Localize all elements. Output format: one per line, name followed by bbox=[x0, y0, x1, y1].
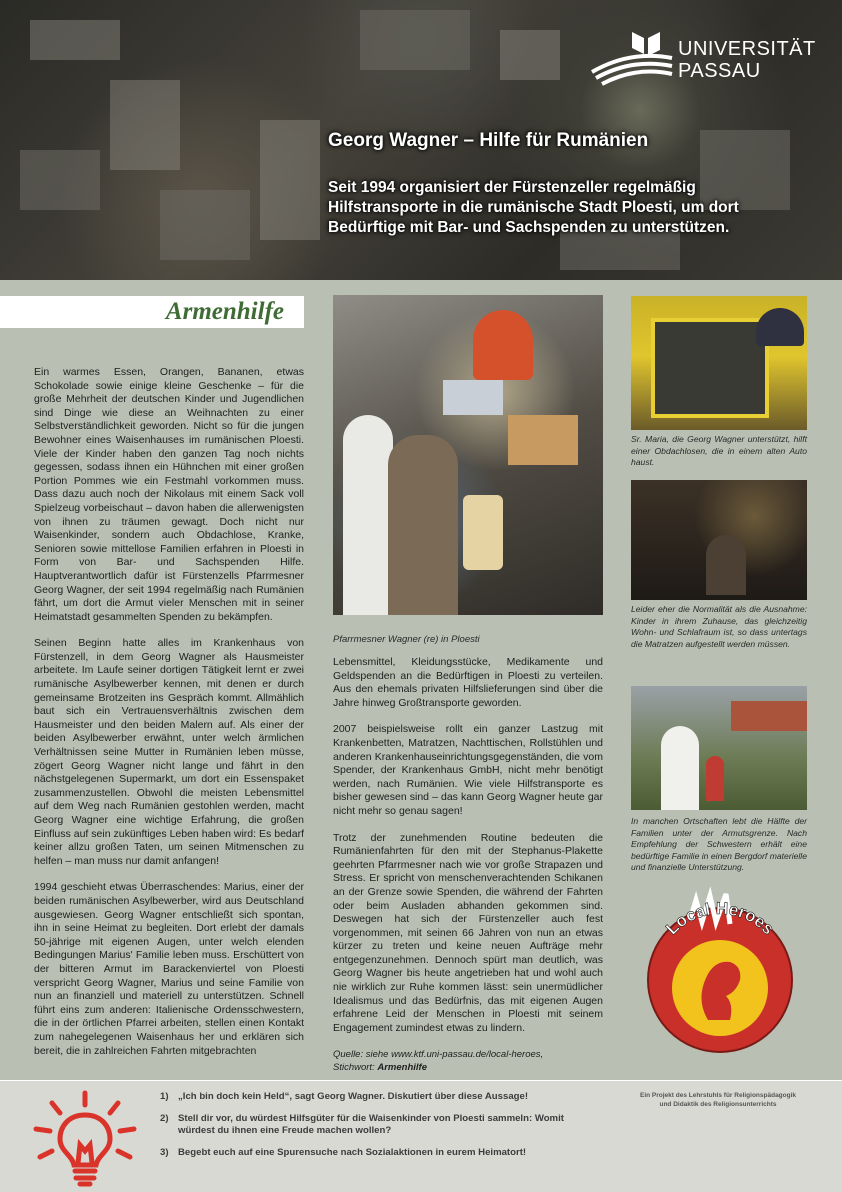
task-text: „Ich bin doch kein Held“, sagt Georg Wagner. Diskutiert über diese Aussage! bbox=[178, 1091, 529, 1102]
paragraph: Lebensmittel, Kleidungsstücke, Medikamente und Geldspenden an die Bedürftigen in Ploesti zu verteilen. Aus den ehemals privaten Hilfslieferungen sind über die Jahre hinweg Großtransporte geworden. bbox=[333, 656, 603, 709]
project-credit bbox=[628, 1091, 808, 1109]
task-text: Stell dir vor, du würdest Hilfsgüter für die Waisenkinder von Ploesti sammeln: Womit würdest du ihnen eine Freude machen wollen? bbox=[178, 1112, 564, 1137]
middle-text-column bbox=[333, 656, 603, 1074]
task-item bbox=[160, 1147, 600, 1160]
logo-text-line2: PASSAU bbox=[678, 60, 761, 82]
paragraph: 1994 geschieht etwas Überraschendes: Marius, einer der beiden rumänischen Asylbewerber, wird aus Deutschland ausgewiesen. Georg Wagner entschließt sich spontan, ihn in seine Heimat zu begleiten. Dort erlebt der damals 50-jährige mit eigenen Augen, unter welch elenden Bedingungen Marius' Familie leben muss. Erschüttert von der bitteren Armut im Barackenviertel von Ploesti verspricht Georg Wagner, Marius und seine Familie von nun an finanziell und materiell zu unterstützen. Schnell führt eins zum anderen: Italienische Ordensschwestern, die in der örtlichen Pfarrei arbeiten, stellen einen Kontakt zum nahegelegenen Waisenhaus her und erklären sich bereit, die in zahlreichen Fahrten mitgebrachten bbox=[34, 881, 304, 1057]
paragraph: 2007 beispielsweise rollt ein ganzer Lastzug mit Krankenbetten, Matratzen, Nachttischen, Rollstühlen und anderen Krankenhauseinrichtungsgegenständen, die vom Spender, der Krankenhaus GmbH, nicht mehr benötigt werden, nach Rumänien. Wie viele Hilfstransporte es bisher gewesen sind – das kann Georg Wagner heute gar nicht mehr so genau sagen! bbox=[333, 723, 603, 817]
paragraph: Trotz der zunehmenden Routine bedeuten die Rumänienfahrten für den mit der Stephanus-Plakette geehrten Pfarrmesner nach wie vor große Strapazen und Stress. Er spricht von menschenverachtenden Schikanen an der Grenze sowie Spenden, die während der Fahrten oder beim Ausladen abhanden gekommen sind. Deswegen hat sich der Fürstenzeller auch fest vorgenommen, mit seinen 66 Jahren von nun an etwas kürzer zu treten und keine neuen Aufträge mehr entgegenzunehmen. Dennoch spürt man deutlich, was Georg Wagner bis heute angetrieben hat und wohl auch nie wirklich zur Ruhe kommen lässt: sein unermüdlicher Idealismus und das Bedürfnis, das mit eigenen Augen erfahrene Leid der Menschen in Ploesti mit seinem Engagement zumindest etwas zu lindern. bbox=[333, 831, 603, 1034]
section-title-bar bbox=[0, 296, 304, 328]
task-item bbox=[160, 1091, 600, 1104]
side-photo-village bbox=[631, 686, 807, 810]
project-line: und Didaktik des Religionsunterrichts bbox=[659, 1101, 777, 1108]
footer bbox=[0, 1080, 842, 1192]
task-list bbox=[160, 1091, 600, 1168]
side-photo-caption: In manchen Ortschaften lebt die Hälfte der Familien unter der Armutsgrenze. Nach Empfehlung der Schwestern erhält eine bedürftige Familie in einen Bergdorf materielle und finanzielle Unterstützung. bbox=[631, 816, 807, 872]
main-photo-caption: Pfarrmesner Wagner (re) in Ploesti bbox=[333, 634, 480, 645]
task-text: Begebt euch auf eine Spurensuche nach Sozialaktionen in eurem Heimatort! bbox=[178, 1146, 527, 1158]
header-photo bbox=[0, 0, 842, 280]
side-photo-car bbox=[631, 296, 807, 430]
task-number: 1) bbox=[160, 1091, 169, 1102]
university-logo bbox=[590, 28, 820, 88]
main-photo bbox=[333, 295, 603, 615]
lightbulb-icon bbox=[30, 1089, 140, 1189]
logo-text-line1: UNIVERSITÄT bbox=[678, 38, 816, 60]
source-note bbox=[333, 1048, 603, 1074]
task-item bbox=[160, 1113, 600, 1138]
side-photo-room bbox=[631, 480, 807, 600]
page-title: Georg Wagner – Hilfe für Rumänien bbox=[328, 130, 649, 151]
task-number: 2) bbox=[160, 1112, 169, 1124]
paragraph: Seinen Beginn hatte alles im Krankenhaus von Fürstenzell, in dem Georg Wagner als Hausmeister arbeitete. Im Laufe seiner dortigen Tätigkeit lernt er zwei rumänische Asylbewerber kennen, mit denen er durch gemeinsame Brotzeiten ins Gespräch kommt. Allmählich baut sich ein Vertrauensverhältnis zwischen dem Hausmeister und den beiden Malern auf. Als einer der beiden Asylbewerber erwähnt, unter welch ärmlichen Verhältnissen seine Mutter in Rumänien leben müsse, zögert Georg Wagner nicht lange und fährt in den nächstgelegenen Supermarkt, um dort ein Essenspaket zusammenzustellen. Obwohl die meisten Lebensmittel auf dem Weg nach Rumänien gestohlen werden, macht Georg Wagner eine wichtige Erfahrung, die großen Einfluss auf sein zukünftiges Leben haben wird: Es bedarf keiner allzu großen Taten, um seinen Mitmenschen zu helfen – man muss nur damit anfangen! bbox=[34, 637, 304, 867]
source-keyword-line: Stichwort: Armenhilfe bbox=[333, 1062, 427, 1074]
source-keyword: Armenhilfe bbox=[377, 1062, 427, 1074]
task-number: 3) bbox=[160, 1146, 169, 1158]
side-photo-caption: Leider eher die Normalität als die Ausnahme: Kinder in ihrem Zuhause, das gleichzeitig Wohn- und Schlafraum ist, so dass untertags die Matratzen aufgestellt werden müssen. bbox=[631, 604, 807, 649]
passau-logo-icon bbox=[590, 28, 674, 86]
local-heroes-badge bbox=[630, 880, 810, 1060]
badge-text: Local Heroes bbox=[662, 898, 778, 939]
source-line: Quelle: siehe www.ktf.uni-passau.de/local-heroes, bbox=[333, 1049, 544, 1061]
project-line: Ein Projekt des Lehrstuhls für Religionspädagogik bbox=[639, 1092, 797, 1099]
section-title: Armenhilfe bbox=[165, 298, 284, 325]
side-photo-caption: Sr. Maria, die Georg Wagner unterstützt, hilft einer Obdachlosen, die in einem alten Auto haust. bbox=[631, 434, 807, 467]
left-text-column bbox=[34, 366, 304, 1071]
paragraph: Ein warmes Essen, Orangen, Bananen, etwas Schokolade sowie einige kleine Geschenke – für die große Mehrheit der deutschen Kinder und Jugendlichen sind Dinge wie diese an Weihnachten zu einer Selbstverständlichkeit geworden. Nicht so für die jungen Bewohner eines Waisenhauses im rumänischen Ploesti. Viele der Kinder haben den ganzen Tag noch nichts gegessen, sodass ihnen ein Hühnchen mit einer großen Portion Pommes wie ein Festmahl vorkommen muss. Dass dazu auch noch der Nikolaus mit einem Sack voll Spielzeug vorbeischaut – davon haben die allerwenigsten von ihnen zu träumen gewagt. Doch nicht nur Waisenkinder, sondern auch Obdachlose, Kranke, Senioren sowie mittellose Familien erfahren in Ploesti in Form von Bar- und Sachspenden Hilfe. Hauptverantwortlich dafür ist Fürstenzells Pfarrmesner Georg Wagner, der seit 1994 regelmäßig nach Rumänien fährt, um dort die Armut vieler Menschen mit in seiner Heimatstadt gesammelten Spenden zu bekämpfen. bbox=[34, 366, 304, 623]
page-subtitle: Seit 1994 organisiert der Fürstenzeller regelmäßig Hilfstransporte in die rumänische Stadt Ploesti, um dort Bedürftige mit Bar- und Sachspenden zu unterstützen. bbox=[328, 179, 739, 236]
